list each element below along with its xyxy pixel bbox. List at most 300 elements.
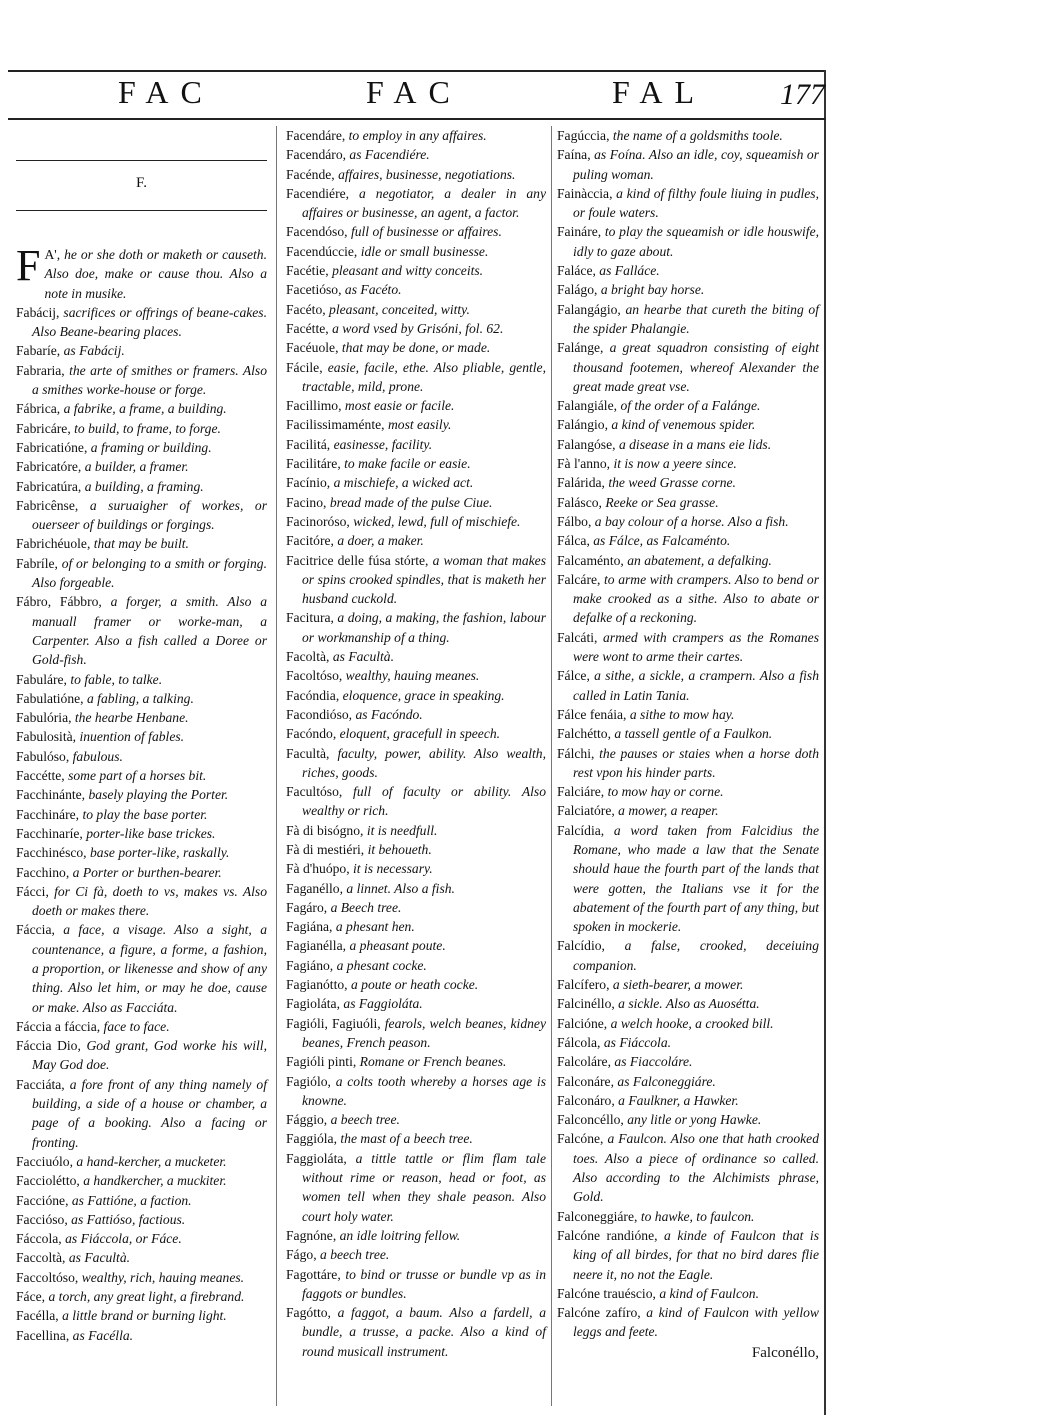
headword: Fabulória,: [16, 710, 72, 726]
dictionary-entry: [286, 1265, 546, 1304]
definition: eloquence, grace in speaking.: [342, 687, 505, 703]
definition: full of businesse or affaires.: [350, 224, 502, 240]
headword: Fácile,: [286, 359, 323, 375]
dictionary-entry: [286, 531, 546, 550]
definition: a sithe, a sickle, a crampern. Also a fish called in Latin Tania.: [573, 668, 819, 703]
headword: Fagiáno,: [286, 957, 334, 973]
definition: a word taken from Falcidius the Romane, who made a law that the Senate should haue the fourth part of the lands that were gotten, the Italians vse it for the abatement of the fourth part of any thing, but spoken in mockerie.: [573, 822, 819, 935]
section-heading: [16, 160, 267, 211]
headword: Fabricatúra,: [16, 478, 82, 494]
headword: Fabricáre,: [16, 420, 71, 436]
definition: idle or small businesse.: [360, 243, 489, 259]
definition: the weed Grasse corne.: [608, 475, 736, 491]
dictionary-entry: [286, 473, 546, 492]
definition: a face, a visage. Also a sight, a countenance, a figure, a forme, a fashion, a proportion, or likenesse and show of any thing. Also let him, or may he doe, cause or make. Also as Facciáta.: [32, 922, 267, 1015]
dictionary-entry: [286, 415, 546, 434]
dictionary-entry: [557, 782, 819, 801]
dictionary-entry: [557, 261, 819, 280]
headword: Fà di bisógno,: [286, 822, 364, 838]
headword: Faináre,: [557, 224, 602, 240]
dictionary-entry: [16, 534, 267, 553]
dictionary-entry: [557, 705, 819, 724]
definition: a little brand or burning light.: [62, 1308, 227, 1324]
running-head-left: FAC: [118, 74, 214, 110]
headword: Fagióli, Fagiuóli,: [286, 1015, 381, 1031]
definition: to employ in any affaires.: [348, 128, 487, 143]
dictionary-entry: [286, 1052, 546, 1071]
dictionary-entry: [557, 184, 819, 223]
headword: Falcáti,: [557, 629, 598, 645]
headword: Fabulosità,: [16, 729, 77, 745]
definition: fabulous.: [72, 748, 123, 764]
dictionary-entry: [286, 898, 546, 917]
definition: as Fattióso, factious.: [71, 1211, 186, 1227]
headword: Falangágio,: [557, 301, 621, 317]
definition: a Porter or burthen-bearer.: [72, 864, 222, 880]
headword: Fainàccia,: [557, 185, 613, 201]
headword: Falangiále,: [557, 398, 618, 414]
headword: Fálbo,: [557, 513, 592, 529]
definition: sacrifices or offrings of beane-cakes. Also Beane-bearing places.: [32, 304, 267, 340]
headword: Falcídio,: [557, 938, 605, 954]
headword: Facélla,: [16, 1308, 59, 1324]
dictionary-entry: [16, 1268, 267, 1287]
dictionary-entry: [16, 1326, 267, 1345]
headword: Facendiére,: [286, 185, 350, 201]
headword: Fagiólo,: [286, 1073, 331, 1089]
dictionary-entry: [16, 1306, 267, 1325]
definition: pleasant and witty conceits.: [332, 263, 484, 279]
dictionary-entry: [16, 708, 267, 727]
definition: a mower, a reaper.: [618, 803, 719, 819]
dictionary-entry: [286, 184, 546, 223]
dictionary-entry: [557, 454, 819, 473]
definition: as Fiáccola.: [603, 1034, 672, 1050]
definition: the pauses or staies when a horse doth rest vpon his hinder parts.: [573, 745, 819, 780]
dictionary-entry: [16, 920, 267, 1016]
definition: wicked, lewd, full of mischiefe.: [353, 513, 521, 529]
headword: Falcóne zafíro,: [557, 1305, 641, 1321]
definition: a Faulkner, a Hawker.: [618, 1092, 739, 1108]
definition: a pheasant poute.: [349, 938, 446, 954]
definition: a disease in a mans eie lids.: [618, 436, 772, 452]
headword: Fà di mestiéri,: [286, 841, 365, 857]
headword: Fálcola,: [557, 1034, 601, 1050]
dictionary-entry: [286, 300, 546, 319]
dictionary-entry: [16, 882, 267, 921]
dictionary-entry: [557, 1207, 819, 1226]
headword: Falángio,: [557, 417, 608, 433]
dictionary-entry: [286, 1129, 546, 1148]
definition: wealthy, hauing meanes.: [345, 668, 480, 684]
dictionary-entry: [286, 145, 546, 164]
headword: Facilitá,: [286, 436, 331, 452]
definition: a suruaigher of workes, or ouerseer of buildings or forgings.: [32, 497, 267, 533]
headword: Fabricênse,: [16, 497, 79, 513]
definition: to play the base porter.: [82, 806, 208, 822]
headword: Falcaménto,: [557, 552, 624, 568]
dictionary-entry: [286, 1245, 546, 1264]
definition: as Facóndo.: [355, 706, 423, 722]
definition: that may be built.: [93, 536, 189, 552]
dictionary-entry: [286, 1110, 546, 1129]
headword: Facciáta,: [16, 1076, 65, 1092]
dictionary-entry: [16, 1210, 267, 1229]
dictionary-entry: [557, 145, 819, 184]
definition: armed with crampers as the Romanes were wont to arme their cartes.: [573, 629, 819, 665]
dictionary-entry: [557, 724, 819, 743]
header-rule: [8, 118, 826, 120]
section-rule-top: [16, 160, 267, 161]
dictionary-entry: [16, 1191, 267, 1210]
dictionary-entry: [16, 1017, 267, 1036]
dictionary-entry: [16, 477, 267, 496]
dictionary-entry: [286, 936, 546, 955]
definition: face to face.: [103, 1018, 170, 1034]
dictionary-entry: [286, 1014, 546, 1053]
definition: to build, to frame, to forge.: [74, 420, 221, 436]
dictionary-entry: [16, 824, 267, 843]
headword: Falcinéllo,: [557, 996, 615, 1012]
frame-right-rule: [824, 70, 826, 1415]
definition: a faggot, a baum. Also a fardell, a bundle, a trusse, a packe. Also a kind of round musicall instrument.: [302, 1305, 546, 1359]
definition: a kind of Faulcon.: [659, 1285, 759, 1301]
headword: Fà d'huópo,: [286, 861, 350, 877]
dictionary-entry: [286, 435, 546, 454]
dictionary-entry: [16, 303, 267, 342]
headword: Fáce,: [16, 1289, 46, 1305]
definition: a kind of venemous spider.: [611, 417, 756, 433]
headword: Facétie,: [286, 263, 329, 279]
headword: Facendóso,: [286, 224, 348, 240]
dictionary-entry: [16, 843, 267, 862]
definition: a torch, any great light, a firebrand.: [48, 1289, 245, 1305]
headword: Falcífero,: [557, 977, 610, 993]
dictionary-entry: [286, 126, 546, 145]
headword: Fabulatióne,: [16, 690, 84, 706]
definition: an idle loitring fellow.: [339, 1227, 461, 1243]
headword: Facitrice delle fúsa stórte,: [286, 552, 429, 568]
headword: Falcoláre,: [557, 1054, 611, 1070]
headword: Fabácij,: [16, 304, 60, 320]
dictionary-entry: [286, 666, 546, 685]
headword: Faccoltà,: [16, 1250, 66, 1266]
definition: a sithe to mow hay.: [629, 706, 735, 722]
headword: Fagiána,: [286, 919, 333, 935]
definition: for Ci fà, doeth to vs, makes vs. Also doeth or makes there.: [32, 883, 267, 919]
headword: Facoltóso,: [286, 668, 343, 684]
headword: Falconáro,: [557, 1092, 615, 1108]
definition: the hearbe Henbane.: [74, 710, 189, 726]
definition: of the order of a Falánge.: [620, 398, 761, 414]
definition: the arte of smithes or framers. Also a smithes worke-house or forge.: [32, 362, 268, 398]
headword: Fagianélla,: [286, 938, 347, 954]
dictionary-entry: [16, 341, 267, 360]
dictionary-entry: [557, 396, 819, 415]
definition: as Fabácij.: [63, 343, 125, 359]
definition: as Fiáccola, or Fáce.: [65, 1231, 182, 1247]
dictionary-entry: [557, 473, 819, 492]
column-rule-1: [276, 126, 277, 1406]
headword: Facetióso,: [286, 282, 342, 298]
dictionary-entry: [286, 647, 546, 666]
definition: a false, crooked, deceiuing companion.: [573, 938, 819, 973]
headword: A',: [44, 247, 61, 262]
definition: a beech tree.: [330, 1112, 400, 1128]
headword: Fálce,: [557, 668, 590, 684]
definition: to arme with crampers. Also to bend or make crooked as a sithe. Also to abate or defalke of a reckoning.: [573, 571, 819, 626]
running-head-center: FAC: [366, 74, 462, 110]
dictionary-entry: [557, 1091, 819, 1110]
dictionary-entry: [286, 917, 546, 936]
headword: Facinoróso,: [286, 513, 350, 529]
definition: Romane or French beanes.: [359, 1054, 507, 1070]
dictionary-entry: [286, 396, 546, 415]
headword: Facoltà,: [286, 649, 330, 665]
headword: Faccétte,: [16, 768, 65, 784]
frame-top-rule: [8, 70, 826, 72]
definition: a kinde of Faulcon that is king of all birdes, for that no bird dares flie neere it, no not the Eagle.: [573, 1227, 819, 1282]
dictionary-entry: [16, 1287, 267, 1306]
dictionary-entry: [286, 493, 546, 512]
dictionary-entry: [16, 727, 267, 746]
headword: Fabraria,: [16, 362, 65, 378]
headword: Falconcéllo,: [557, 1112, 624, 1128]
headword: Fáccia a fáccia,: [16, 1018, 101, 1034]
definition: a Faulcon. Also one that hath crooked toes. Also a piece of ordinance so called. Also according to the Alchimists phrase, Gold.: [573, 1131, 820, 1205]
definition: to bind or trusse or bundle vp as in faggots or bundles.: [302, 1266, 546, 1301]
headword: Faccióso,: [16, 1211, 68, 1227]
headword: Fabaríe,: [16, 343, 61, 359]
headword: Faccióne,: [16, 1192, 69, 1208]
headword: Facóndia,: [286, 687, 340, 703]
headword: Faggioláta,: [286, 1150, 347, 1166]
section-letter: F.: [136, 175, 147, 191]
dictionary-entry: [286, 782, 546, 821]
definition: a bright bay horse.: [600, 282, 705, 298]
dictionary-entry: [286, 994, 546, 1013]
headword: Facitura,: [286, 610, 334, 626]
definition: to make facile or easie.: [344, 456, 471, 472]
definition: a word vsed by Grisóni, fol. 62.: [332, 320, 504, 336]
dictionary-entry: [557, 435, 819, 454]
definition: a sieth-bearer, a mower.: [612, 977, 744, 993]
dictionary-entry: [557, 551, 819, 570]
column-rule-2: [551, 126, 552, 1406]
running-head-right: FAL: [612, 74, 707, 110]
headword: Fabricatióne,: [16, 439, 88, 455]
headword: Falciáre,: [557, 784, 605, 800]
headword: Falágo,: [557, 282, 598, 298]
dictionary-entry: [286, 242, 546, 261]
entry-list: [16, 303, 267, 1345]
column-3: [557, 126, 819, 1363]
headword: Facénde,: [286, 166, 335, 182]
definition: as Fálce, as Falcaménto.: [593, 533, 731, 549]
definition: a great squadron consisting of eight thousand footemen, whereof Alexander the great made great vse.: [573, 340, 819, 394]
definition: base porter-like, raskally.: [90, 845, 230, 861]
definition: he or she doth or maketh or causeth. Also doe, make or cause thou. Also a note in musike.: [44, 247, 267, 301]
definition: porter-like base trickes.: [86, 825, 216, 841]
headword: Fáccola,: [16, 1231, 62, 1247]
dictionary-entry: [286, 165, 546, 184]
dictionary-entry: [16, 1229, 267, 1248]
definition: to mow hay or corne.: [607, 784, 724, 800]
definition: an abatement, a defalking.: [627, 552, 772, 568]
dictionary-entry: [16, 399, 267, 418]
definition: easinesse, facility.: [333, 436, 433, 452]
entry-list: [286, 126, 546, 1361]
headword: Fagáro,: [286, 899, 328, 915]
dictionary-entry: [557, 493, 819, 512]
headword: Fà l'anno,: [557, 456, 611, 472]
headword: Fággio,: [286, 1112, 328, 1128]
dictionary-entry: [557, 975, 819, 994]
dictionary-entry: [16, 1152, 267, 1171]
headword: Fagótto,: [286, 1305, 331, 1321]
headword: Facondióso,: [286, 706, 353, 722]
headword: Facchinánte,: [16, 787, 86, 803]
dictionary-entry: [557, 222, 819, 261]
definition: a doer, a maker.: [337, 533, 424, 549]
definition: the mast of a beech tree.: [340, 1131, 473, 1147]
definition: eloquent, gracefull in speech.: [339, 726, 501, 742]
definition: a linnet. Also a fish.: [346, 880, 455, 896]
definition: a beech tree.: [320, 1247, 390, 1263]
headword: Falárida,: [557, 475, 605, 491]
headword: Falcóne trauéscio,: [557, 1285, 656, 1301]
headword: Fáccia Dio,: [16, 1038, 81, 1054]
dictionary-entry: [557, 1226, 819, 1284]
dictionary-entry: [557, 1110, 819, 1129]
headword: Facillimo,: [286, 398, 342, 414]
dictionary-entry: [286, 1072, 546, 1111]
headword: Facínio,: [286, 475, 331, 491]
headword: Facciolétto,: [16, 1173, 80, 1189]
dictionary-entry: [557, 280, 819, 299]
definition: as Facéto.: [344, 282, 402, 298]
headword: Facchino,: [16, 864, 70, 880]
definition: full of faculty or ability. Also wealthy or rich.: [302, 784, 546, 819]
headword: Fabrichéuole,: [16, 536, 91, 552]
dictionary-entry: [557, 126, 819, 145]
definition: as Facultà.: [68, 1250, 131, 1266]
drop-capital: F: [16, 241, 41, 290]
dictionary-entry: [557, 801, 819, 820]
headword: Fágo,: [286, 1247, 317, 1263]
definition: a poute or heath cocke.: [350, 977, 479, 993]
headword: Facultà,: [286, 745, 330, 761]
definition: a kind of Faulcon with yellow leggs and feete.: [573, 1305, 819, 1340]
definition: fearols, welch beanes, kidney beanes, French peason.: [302, 1015, 546, 1050]
headword: Fabricatóre,: [16, 459, 82, 475]
definition: of or belonging to a smith or forging. Also forgeable.: [32, 555, 267, 591]
headword: Falcóne,: [557, 1131, 604, 1147]
definition: an hearbe that cureth the biting of the spider Phalangie.: [573, 301, 819, 336]
headword: Fálchi,: [557, 745, 595, 761]
definition: a tassell gentle of a Faulkon.: [614, 726, 773, 742]
definition: inuention of fables.: [79, 729, 185, 745]
headword: Faccoltóso,: [16, 1269, 79, 1285]
dictionary-entry: [16, 670, 267, 689]
dictionary-entry: [557, 1033, 819, 1052]
dictionary-entry: [286, 1226, 546, 1245]
dictionary-entry: [557, 936, 819, 975]
headword: Falánge,: [557, 340, 604, 356]
dictionary-entry: [557, 1129, 819, 1206]
dictionary-entry: [286, 358, 546, 397]
headword: Fagúccia,: [557, 128, 610, 143]
headword: Falconáre,: [557, 1073, 614, 1089]
definition: a handkercher, a muckiter.: [83, 1173, 227, 1189]
first-entry: [16, 241, 267, 303]
definition: affaires, businesse, negotiations.: [338, 166, 516, 182]
headword: Faláce,: [557, 263, 596, 279]
headword: Fábro, Fábbro,: [16, 594, 102, 610]
dictionary-entry: [16, 1248, 267, 1267]
definition: as Facendiére.: [349, 147, 430, 163]
dictionary-entry: [286, 280, 546, 299]
definition: a fore front of any thing namely of building, a side of a house or chamber, a page of a booking. Also a facing or fronting.: [32, 1076, 267, 1150]
headword: Falcídia,: [557, 822, 605, 838]
headword: Facchinaríe,: [16, 825, 83, 841]
definition: a phesant hen.: [335, 919, 415, 935]
dictionary-entry: [557, 1284, 819, 1303]
dictionary-entry: [557, 512, 819, 531]
dictionary-entry: [286, 222, 546, 241]
definition: as Falláce.: [599, 263, 660, 279]
headword: Faganéllo,: [286, 880, 344, 896]
dictionary-entry: [16, 863, 267, 882]
column-2: [286, 126, 546, 1361]
headword: Fálce fenáia,: [557, 706, 627, 722]
definition: to play the squeamish or idle houswife, idly to gaze about.: [573, 224, 819, 259]
entry-list: [557, 126, 819, 1342]
headword: Facétte,: [286, 320, 329, 336]
dictionary-entry: [286, 1303, 546, 1361]
headword: Falcióne,: [557, 1015, 608, 1031]
definition: a welch hooke, a crooked bill.: [610, 1015, 774, 1031]
dictionary-entry: [16, 438, 267, 457]
dictionary-entry: [16, 766, 267, 785]
definition: that may be done, or made.: [341, 340, 491, 356]
definition: a doing, a making, the fashion, labour or workmanship of a thing.: [302, 610, 546, 645]
headword: Fácci,: [16, 883, 49, 899]
catchword: Falconéllo,: [751, 1344, 819, 1361]
dictionary-entry: [557, 1303, 819, 1342]
definition: as Facélla.: [72, 1327, 134, 1343]
dictionary-entry: [286, 338, 546, 357]
dictionary-entry: [286, 859, 546, 878]
dictionary-entry: [557, 570, 819, 628]
definition: a building, a framing.: [84, 478, 204, 494]
dictionary-entry: [16, 361, 267, 400]
dictionary-entry: [16, 689, 267, 708]
dictionary-entry: [557, 1014, 819, 1033]
headword: Facéto,: [286, 301, 326, 317]
headword: Falconeggiáre,: [557, 1208, 638, 1224]
definition: as Facultà.: [332, 649, 394, 665]
dictionary-entry: [286, 724, 546, 743]
headword: Fagióli pinti,: [286, 1054, 357, 1070]
definition: it is necessary.: [353, 861, 433, 877]
dictionary-entry: [286, 686, 546, 705]
page-number: 177: [780, 78, 825, 111]
definition: faculty, power, ability. Also wealth, riches, goods.: [302, 745, 546, 780]
dictionary-entry: [557, 531, 819, 550]
headword: Fagnóne,: [286, 1227, 337, 1243]
dictionary-entry: [16, 496, 267, 535]
